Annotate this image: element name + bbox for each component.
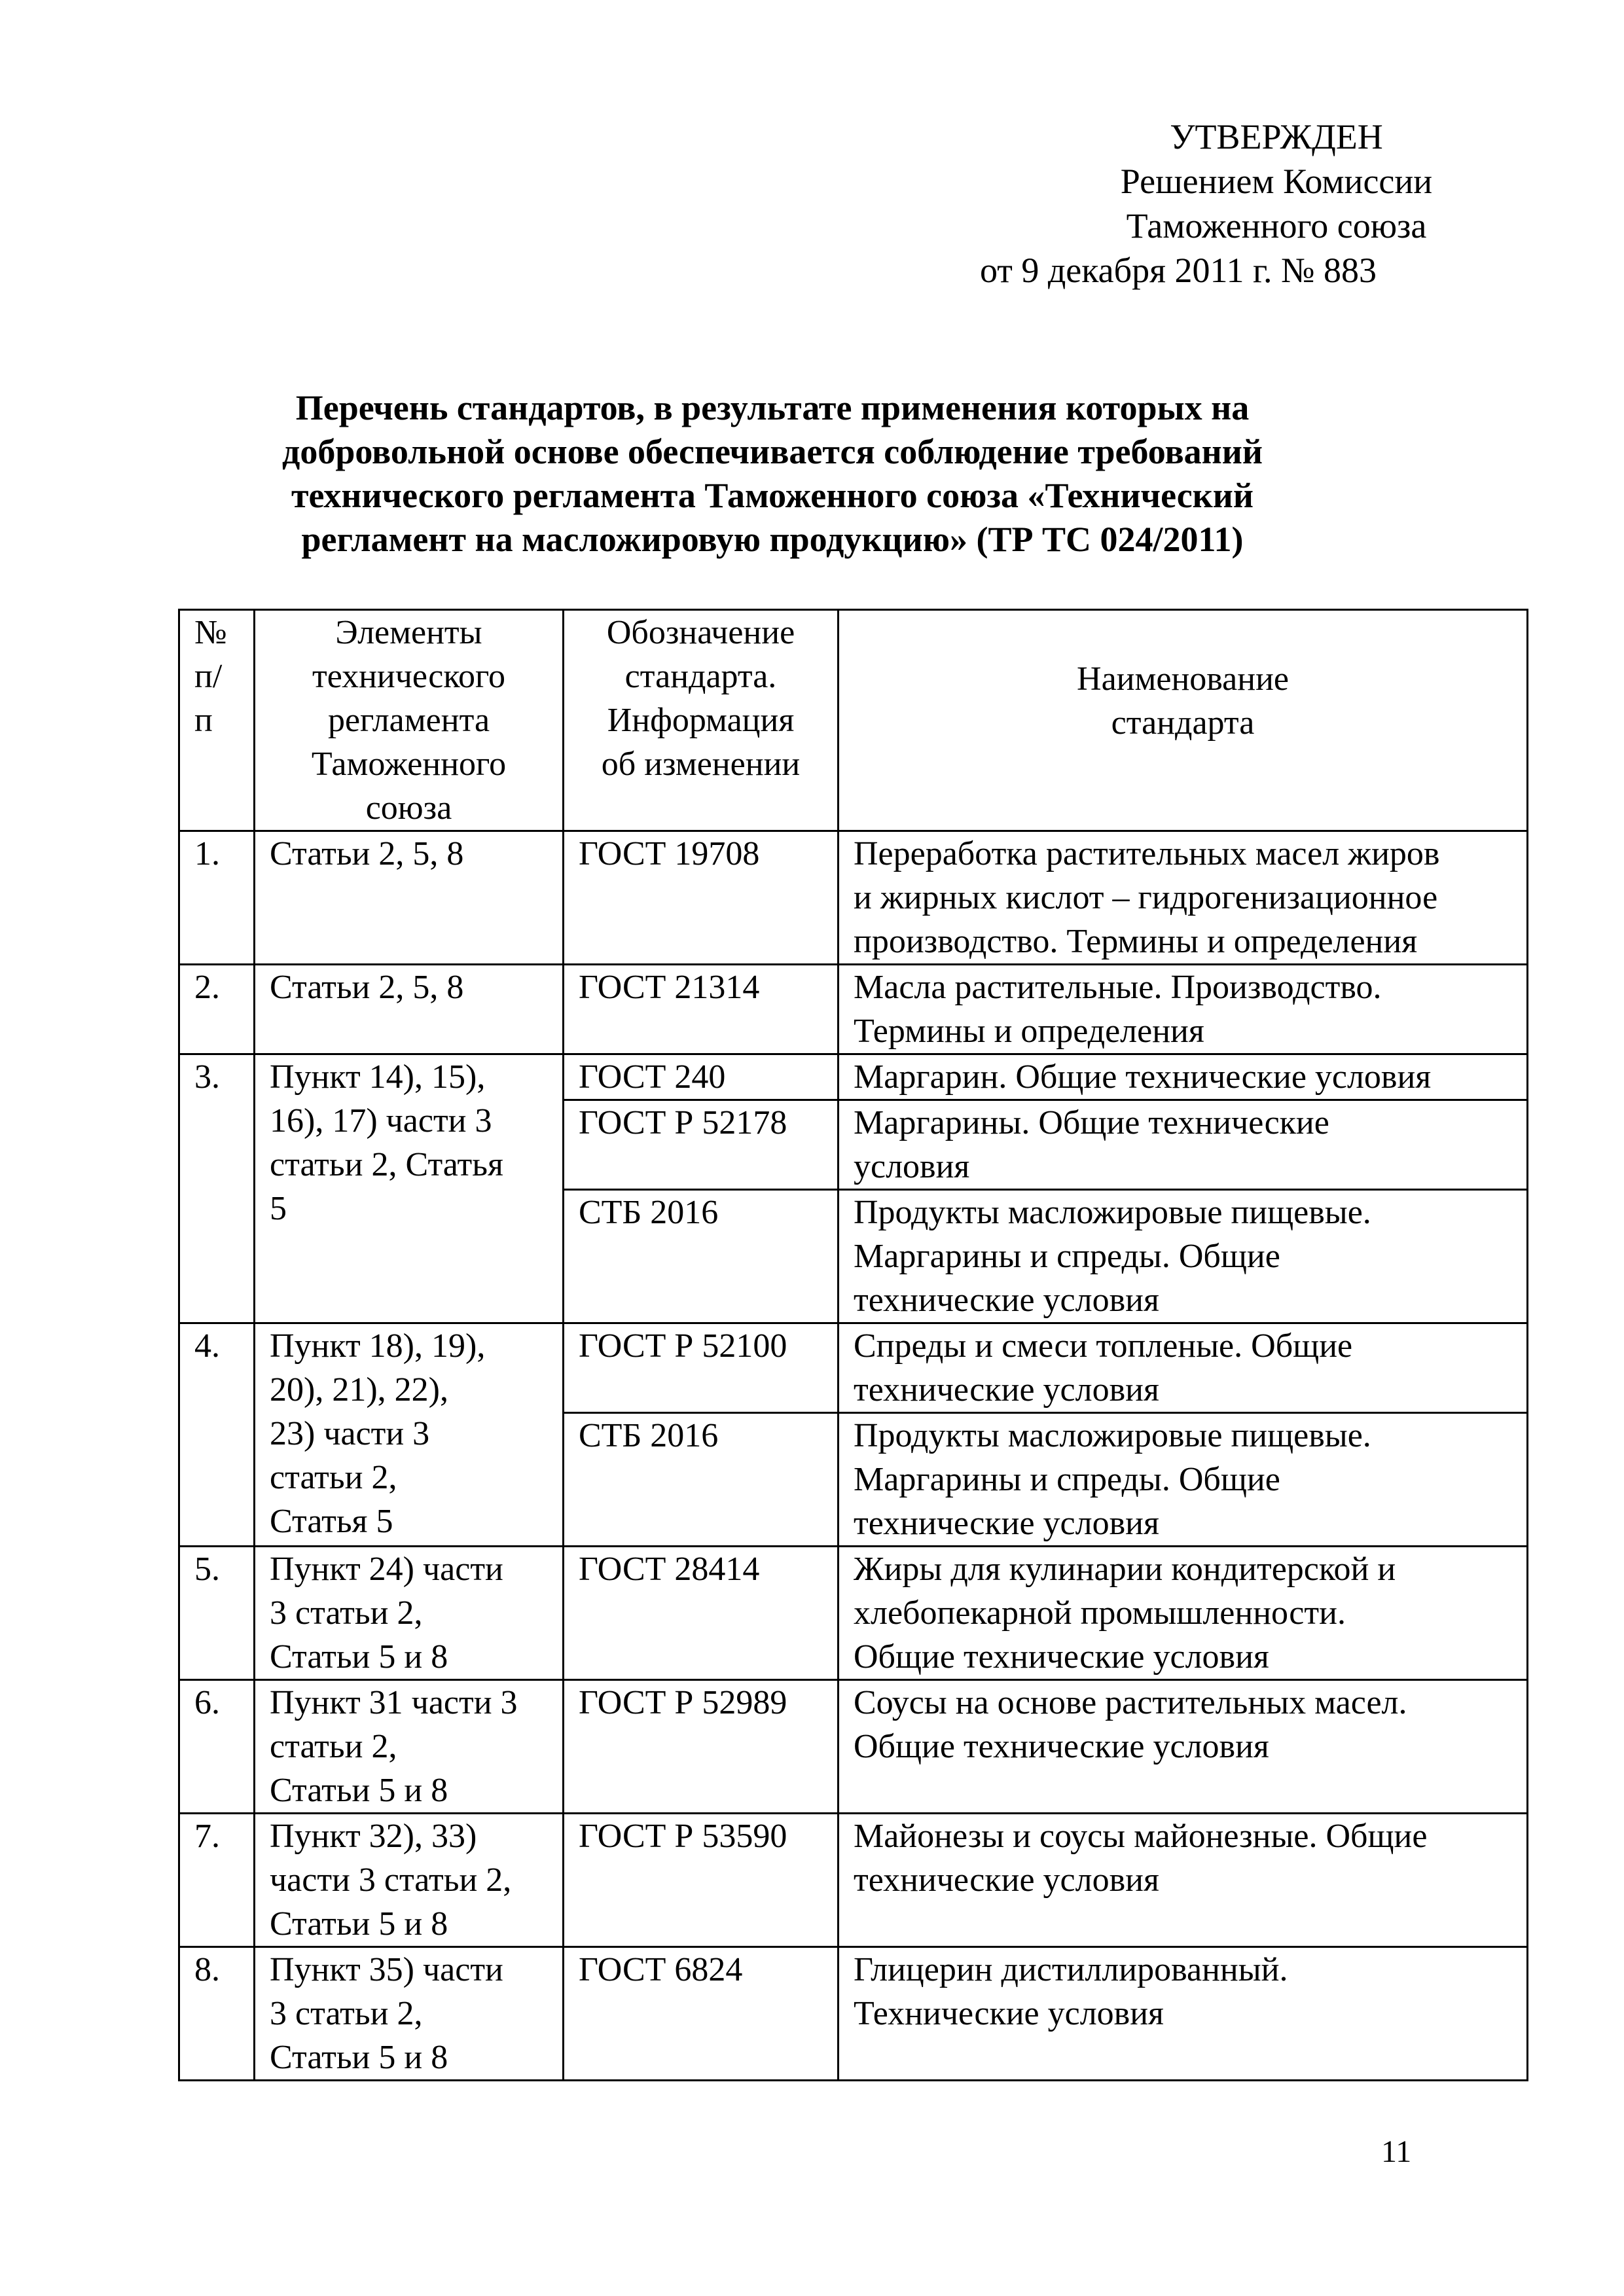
text-line: Жиры для кулинарии кондитерской и <box>854 1551 1396 1588</box>
text-line: Пункт 35) части <box>270 1951 503 1988</box>
text-line: хлебопекарной промышленности. <box>854 1594 1346 1632</box>
text-line: Маргарины и спреды. Общие <box>854 1461 1280 1498</box>
text-line: производство. Термины и определения <box>854 923 1418 960</box>
cell-elements <box>255 1680 564 1814</box>
cell-standard-name <box>839 1323 1528 1413</box>
cell-number: 6. <box>179 1680 255 1814</box>
text-line: Общие технические условия <box>854 1728 1269 1765</box>
text-line: технического <box>312 658 506 695</box>
cell-elements <box>255 1323 564 1547</box>
text-line: Маргарины и спреды. Общие <box>854 1238 1280 1275</box>
table-row <box>179 1680 1528 1814</box>
text-line: и жирных кислот – гидрогенизационное <box>854 879 1438 916</box>
table-body <box>179 831 1528 2081</box>
text-line: Статьи 5 и 8 <box>270 1772 448 1809</box>
text-line: Статьи 5 и 8 <box>270 1905 448 1943</box>
text-line: п/ <box>194 658 223 695</box>
text-line: Продукты масложировые пищевые. <box>854 1194 1371 1231</box>
text-line: Статьи 5 и 8 <box>270 2039 448 2076</box>
cell-designation: ГОСТ Р 52100 <box>564 1323 839 1413</box>
cell-designation: ГОСТ Р 52178 <box>564 1100 839 1190</box>
text-line: Пункт 18), 19), <box>270 1327 486 1365</box>
cell-number: 4. <box>179 1323 255 1547</box>
text-line: Продукты масложировые пищевые. <box>854 1417 1371 1454</box>
text-line: статьи 2, <box>270 1459 397 1496</box>
cell-standard-name <box>839 1547 1528 1680</box>
approval-status: УТВЕРЖДЕН <box>1170 117 1383 156</box>
text-line: Статьи 5 и 8 <box>270 1638 448 1676</box>
cell-standard-name <box>839 1100 1528 1190</box>
cell-elements <box>255 831 564 965</box>
cell-elements <box>255 1054 564 1323</box>
cell-elements <box>255 1947 564 2081</box>
cell-number: 2. <box>179 965 255 1054</box>
cell-designation: ГОСТ 6824 <box>564 1947 839 2081</box>
text-line: технические условия <box>854 1282 1159 1319</box>
text-line: стандарта. <box>624 658 777 695</box>
text-line: Статья 5 <box>270 1503 393 1540</box>
table-row <box>179 965 1528 1054</box>
text-line: Маргарины. Общие технические <box>854 1104 1329 1141</box>
cell-designation: ГОСТ 240 <box>564 1054 839 1100</box>
standards-table <box>178 609 1528 2081</box>
text-line: Таможенного <box>311 745 507 783</box>
approval-authority: Решением Комиссии <box>1120 162 1433 201</box>
text-line: 20), 21), 22), <box>270 1371 448 1408</box>
text-line: регламента <box>327 702 490 739</box>
cell-standard-name <box>839 1413 1528 1547</box>
text-line: Пункт 32), 33) <box>270 1818 477 1855</box>
text-line: Статьи 2, 5, 8 <box>270 835 464 872</box>
cell-number: 1. <box>179 831 255 965</box>
approval-block <box>979 115 1571 293</box>
cell-standard-name <box>839 965 1528 1054</box>
cell-designation: ГОСТ 19708 <box>564 831 839 965</box>
text-line: Спреды и смеси топленые. Общие <box>854 1327 1353 1365</box>
text-line: Термины и определения <box>854 1013 1204 1050</box>
cell-number: 8. <box>179 1947 255 2081</box>
cell-standard-name <box>839 1190 1528 1323</box>
text-line: Технические условия <box>854 1995 1164 2032</box>
title-line: Перечень стандартов, в результате применения которых на <box>295 388 1250 427</box>
cell-designation: ГОСТ 28414 <box>564 1547 839 1680</box>
cell-designation: ГОСТ Р 53590 <box>564 1814 839 1947</box>
cell-standard-name <box>839 1947 1528 2081</box>
title-line: добровольной основе обеспечивается соблюдение требований <box>282 432 1263 471</box>
header-elements <box>255 610 564 831</box>
text-line: Обозначение <box>606 614 795 651</box>
table-row <box>179 1814 1528 1947</box>
header-number <box>179 610 255 831</box>
cell-designation: ГОСТ Р 52989 <box>564 1680 839 1814</box>
cell-standard-name <box>839 1680 1528 1814</box>
table-row <box>179 1547 1528 1680</box>
table-row <box>179 1054 1528 1100</box>
table-row <box>179 1323 1528 1413</box>
text-line: Маргарин. Общие технические условия <box>854 1058 1432 1096</box>
text-line: Масла растительные. Производство. <box>854 969 1382 1006</box>
cell-designation: СТБ 2016 <box>564 1190 839 1323</box>
cell-elements <box>255 1814 564 1947</box>
text-line: статьи 2, Статья <box>270 1146 503 1183</box>
text-line: Общие технические условия <box>854 1638 1269 1676</box>
text-line: об изменении <box>601 745 801 783</box>
table-row <box>179 831 1528 965</box>
approval-organization: Таможенного союза <box>1126 206 1427 245</box>
cell-number: 3. <box>179 1054 255 1323</box>
text-line: Элементы <box>335 614 482 651</box>
text-line: Статьи 2, 5, 8 <box>270 969 464 1006</box>
table-header-row <box>179 610 1528 831</box>
page-number: 11 <box>1381 2134 1412 2169</box>
table-row <box>179 1947 1528 2081</box>
cell-number: 7. <box>179 1814 255 1947</box>
cell-number: 5. <box>179 1547 255 1680</box>
cell-designation: ГОСТ 21314 <box>564 965 839 1054</box>
text-line: условия <box>854 1148 970 1185</box>
text-line: технические условия <box>854 1505 1159 1542</box>
text-line: 5 <box>270 1190 287 1227</box>
text-line: 3 статьи 2, <box>270 1995 423 2032</box>
approval-date: от 9 декабря 2011 г. № 883 <box>979 251 1377 290</box>
text-line: № <box>194 614 227 651</box>
text-line: Переработка растительных масел жиров <box>854 835 1440 872</box>
text-line: Пункт 14), 15), <box>270 1058 486 1096</box>
text-line: стандарта <box>1111 704 1255 742</box>
text-line: 23) части 3 <box>270 1415 430 1452</box>
cell-standard-name <box>839 831 1528 965</box>
cell-elements <box>255 965 564 1054</box>
text-line: части 3 статьи 2, <box>270 1861 512 1899</box>
cell-elements <box>255 1547 564 1680</box>
text-line: Наименование <box>1077 660 1289 698</box>
header-name <box>839 610 1528 831</box>
text-line: союза <box>365 789 452 827</box>
text-line: технические условия <box>854 1861 1159 1899</box>
text-line: п <box>194 702 213 739</box>
title-line: регламент на масложировую продукцию» (ТР ТС 024/2011) <box>301 520 1244 559</box>
cell-designation: СТБ 2016 <box>564 1413 839 1547</box>
text-line: 3 статьи 2, <box>270 1594 423 1632</box>
text-line: Соусы на основе растительных масел. <box>854 1684 1407 1721</box>
text-line: Пункт 24) части <box>270 1551 503 1588</box>
text-line: Майонезы и соусы майонезные. Общие <box>854 1818 1428 1855</box>
document-title <box>196 386 1348 562</box>
text-line: 16), 17) части 3 <box>270 1102 492 1139</box>
text-line: Информация <box>607 702 795 739</box>
title-line: технического регламента Таможенного союза «Технический <box>291 476 1254 515</box>
text-line: технические условия <box>854 1371 1159 1408</box>
cell-standard-name <box>839 1814 1528 1947</box>
text-line: статьи 2, <box>270 1728 397 1765</box>
text-line: Пункт 31 части 3 <box>270 1684 518 1721</box>
header-designation <box>564 610 839 831</box>
cell-standard-name <box>839 1054 1528 1100</box>
text-line: Глицерин дистиллированный. <box>854 1951 1288 1988</box>
